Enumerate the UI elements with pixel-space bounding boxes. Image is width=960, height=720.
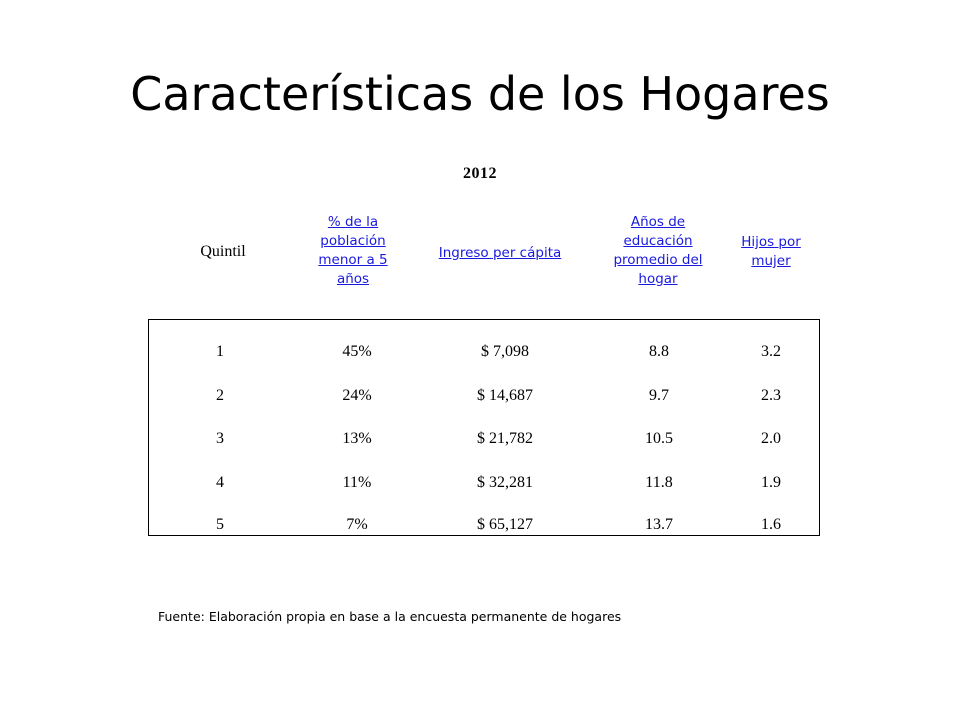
cell-educacion: 10.5 (645, 430, 673, 447)
cell-poblacion: 7% (346, 516, 368, 533)
cell-hijos: 2.0 (761, 430, 781, 447)
cell-poblacion: 45% (342, 343, 372, 360)
cell-quintil: 1 (216, 343, 224, 360)
cell-poblacion: 24% (342, 387, 372, 404)
cell-hijos: 1.9 (761, 474, 781, 491)
cell-hijos: 3.2 (761, 343, 781, 360)
data-table (148, 319, 820, 536)
header-educacion-link[interactable]: Años de educación promedio del hogar (613, 214, 703, 287)
cell-educacion: 8.8 (649, 343, 669, 360)
year-label: 2012 (463, 165, 497, 182)
header-poblacion-link[interactable]: % de la población menor a 5 años (318, 214, 388, 287)
header-quintil: Quintil (200, 242, 246, 260)
cell-quintil: 2 (216, 387, 224, 404)
cell-ingreso: $ 21,782 (477, 430, 533, 447)
cell-poblacion: 11% (342, 474, 372, 491)
cell-educacion: 13.7 (645, 516, 673, 533)
source-note: Fuente: Elaboración propia en base a la encuesta permanente de hogares (158, 609, 622, 624)
cell-quintil: 3 (216, 430, 224, 447)
cell-hijos: 2.3 (761, 387, 781, 404)
cell-ingreso: $ 32,281 (477, 474, 533, 491)
cell-educacion: 9.7 (649, 387, 669, 404)
cell-ingreso: $ 65,127 (477, 516, 533, 533)
cell-ingreso: $ 14,687 (477, 387, 533, 404)
cell-quintil: 4 (216, 474, 224, 491)
cell-poblacion: 13% (342, 430, 372, 447)
header-hijos-link[interactable]: Hijos por mujer (741, 234, 801, 269)
header-ingreso-link[interactable]: Ingreso per cápita (438, 244, 562, 261)
cell-hijos: 1.6 (761, 516, 781, 533)
slide-title: Características de los Hogares (130, 67, 830, 121)
cell-educacion: 11.8 (645, 474, 673, 491)
cell-ingreso: $ 7,098 (481, 343, 529, 360)
cell-quintil: 5 (216, 516, 224, 533)
